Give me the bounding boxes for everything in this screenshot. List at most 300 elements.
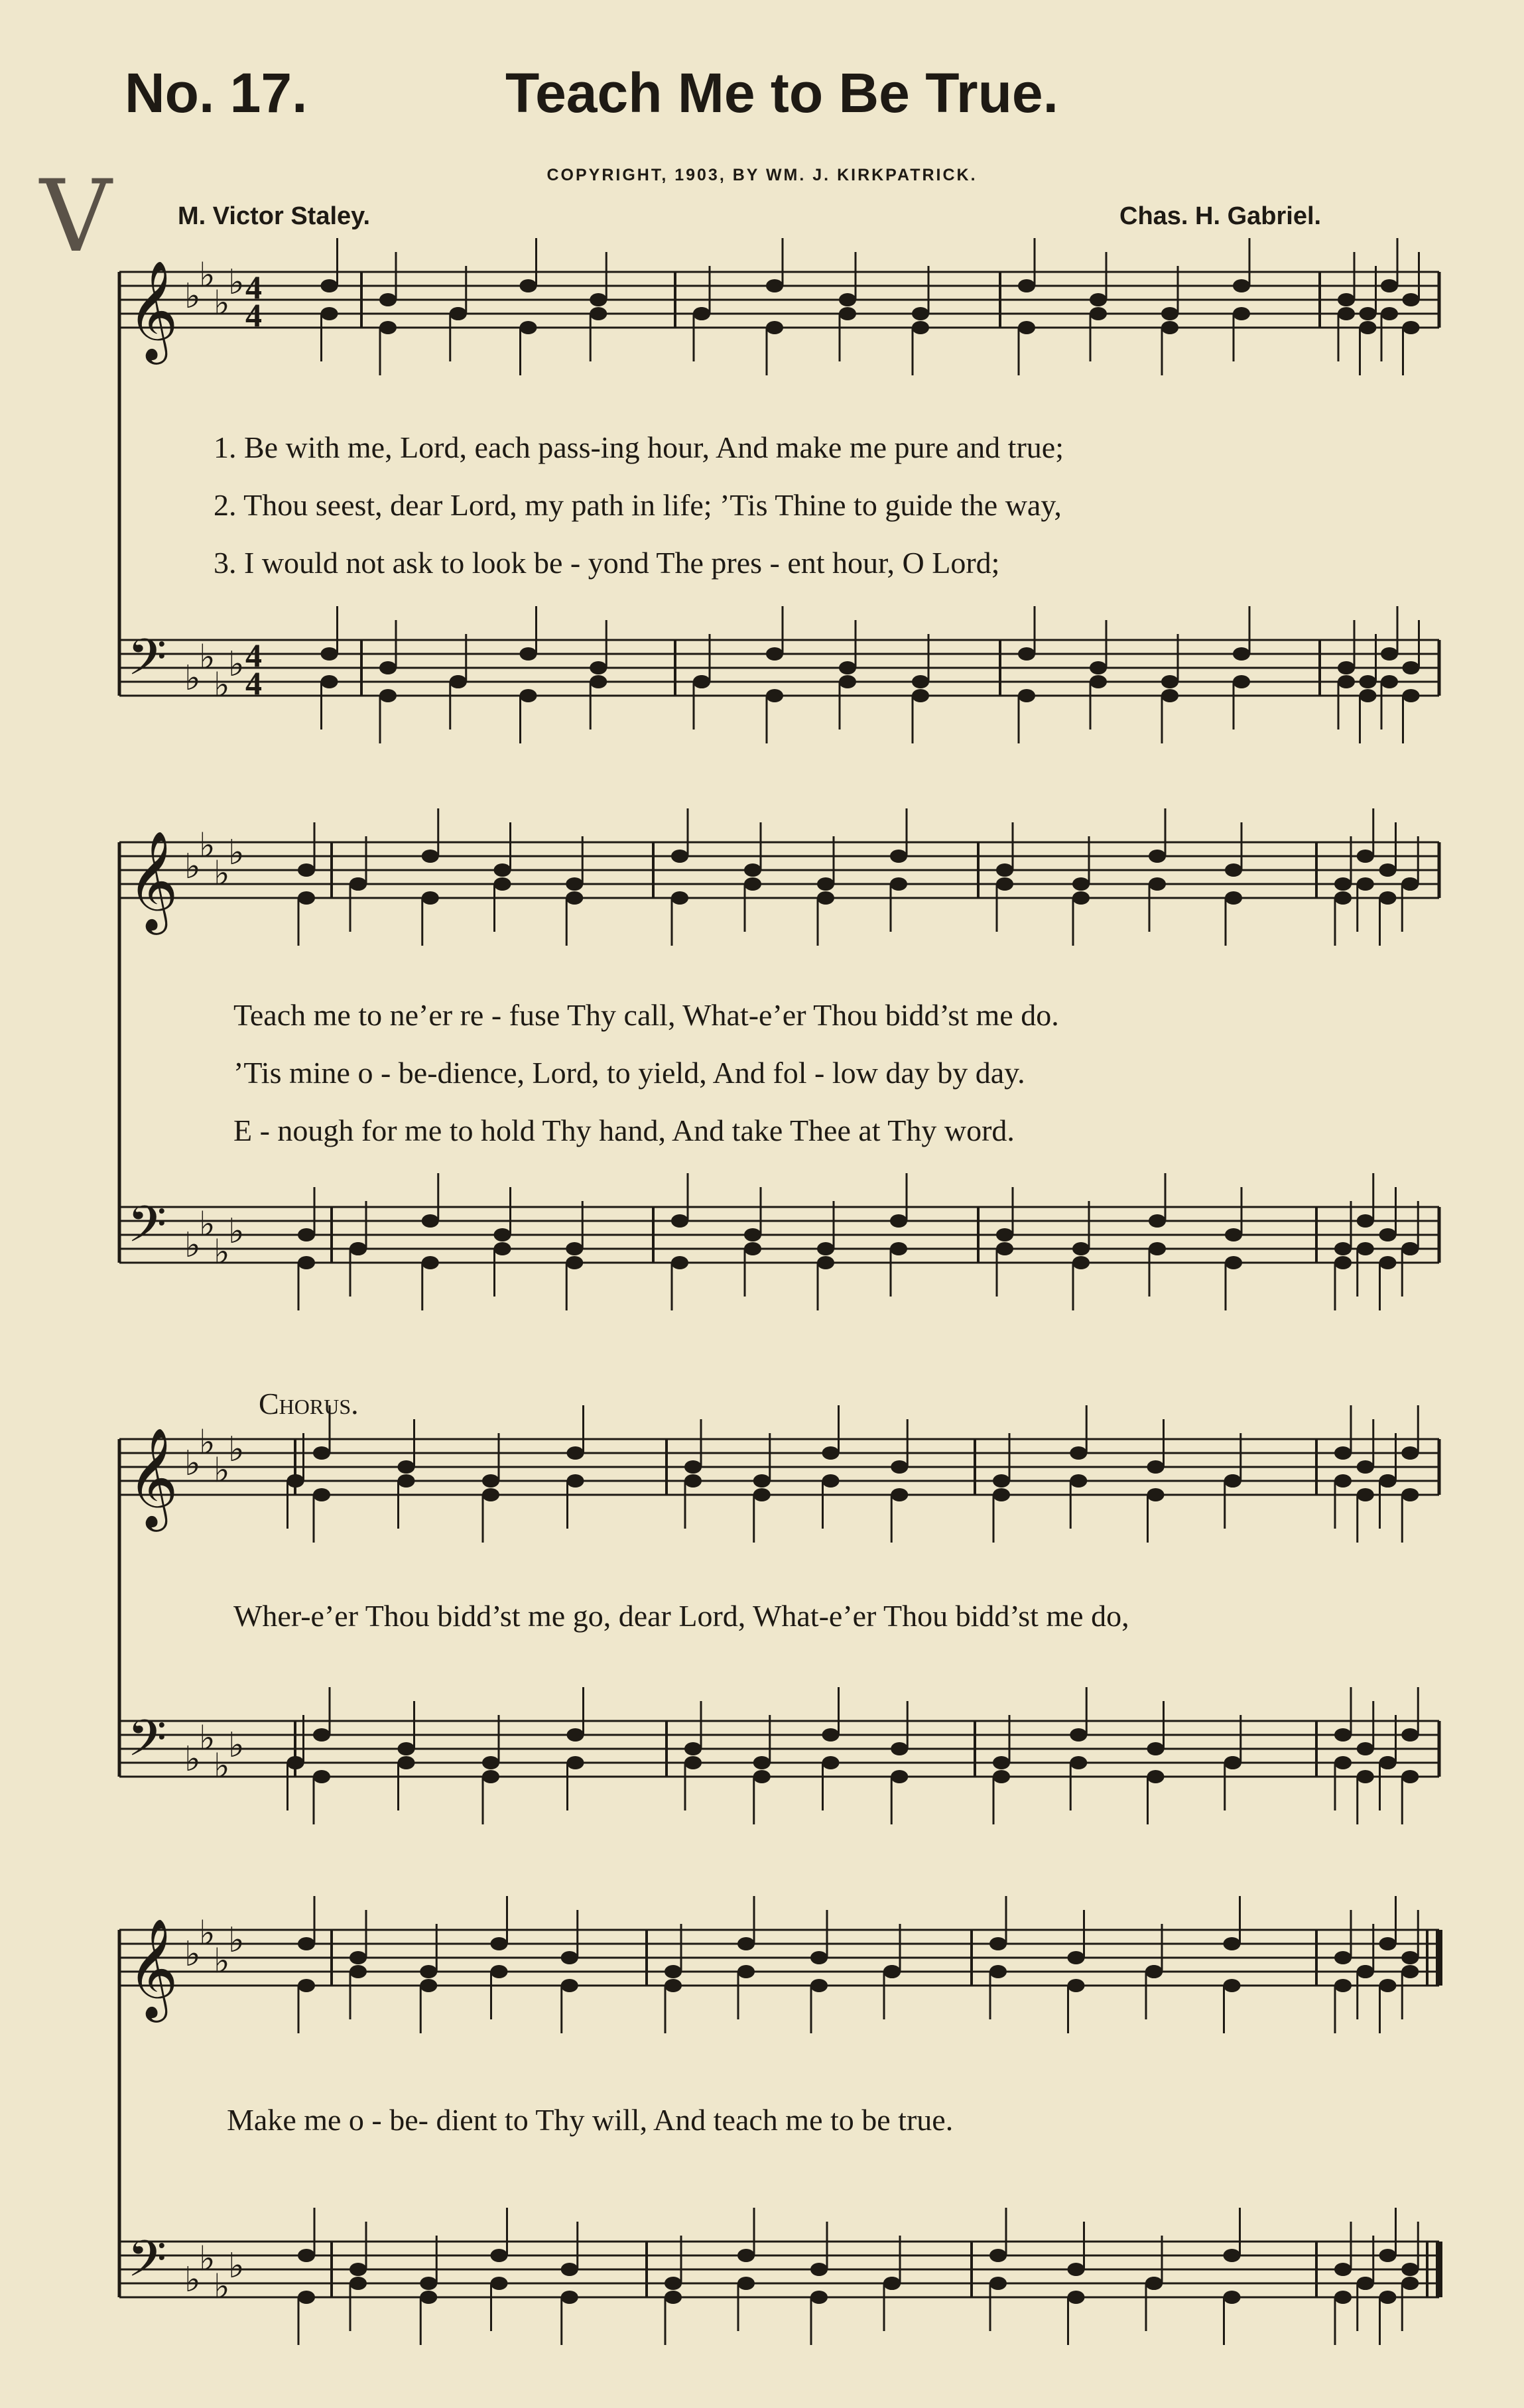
notehead xyxy=(567,1474,584,1488)
notehead xyxy=(810,2263,828,2276)
flat-sign-icon: ♭ xyxy=(199,1423,216,1463)
notehead xyxy=(1379,1756,1397,1769)
notehead xyxy=(1401,1951,1419,1964)
notehead xyxy=(1090,675,1107,688)
notehead xyxy=(313,1770,330,1783)
notehead xyxy=(1068,1951,1085,1964)
notehead xyxy=(1334,1242,1352,1255)
notehead xyxy=(1401,2277,1419,2290)
notehead xyxy=(321,647,338,661)
notehead xyxy=(1090,661,1107,674)
notehead xyxy=(287,1474,304,1488)
bass-clef-icon: 𝄢 xyxy=(127,1709,167,1780)
notehead xyxy=(422,1214,439,1228)
notehead xyxy=(753,1488,771,1501)
notehead xyxy=(766,321,783,334)
flat-sign-icon: ♭ xyxy=(214,665,230,706)
flat-sign-icon: ♭ xyxy=(214,1450,230,1491)
notehead xyxy=(989,1937,1007,1950)
notehead xyxy=(1334,2263,1352,2276)
notehead xyxy=(567,1446,584,1460)
notehead xyxy=(1334,1951,1352,1964)
verse-2-line: ’Tis mine o - be-dience, Lord, to yield, And fol - low day by day. xyxy=(233,1056,1025,1090)
notehead xyxy=(379,689,397,702)
notehead xyxy=(1334,1474,1352,1488)
notehead xyxy=(1360,689,1377,702)
flat-sign-icon: ♭ xyxy=(214,2267,230,2307)
time-signature-top: 4 xyxy=(245,269,262,306)
notehead xyxy=(1018,279,1035,292)
notehead xyxy=(420,1979,437,1992)
notehead xyxy=(1224,1756,1241,1769)
notehead xyxy=(1161,689,1178,702)
system-1-lyrics xyxy=(0,430,1524,580)
notehead xyxy=(1090,293,1107,306)
notehead xyxy=(349,1951,367,1964)
notehead xyxy=(1334,2291,1352,2304)
hymn-title: Teach Me to Be True. xyxy=(505,62,1058,124)
notehead xyxy=(398,1742,415,1755)
time-signature-top: 4 xyxy=(245,637,262,674)
flat-sign-icon: ♭ xyxy=(184,1444,201,1484)
flat-sign-icon: ♭ xyxy=(199,2239,216,2279)
notehead xyxy=(1224,2291,1241,2304)
notehead xyxy=(1224,1474,1241,1488)
notehead xyxy=(1233,307,1250,320)
notehead xyxy=(996,1242,1013,1255)
notehead xyxy=(1225,863,1242,877)
hymn-number: No. 17. xyxy=(125,62,308,124)
notehead xyxy=(1379,2249,1397,2262)
notehead xyxy=(287,1756,304,1769)
flat-sign-icon: ♭ xyxy=(184,847,201,887)
time-signature-bottom: 4 xyxy=(245,296,262,334)
notehead xyxy=(379,293,397,306)
notehead xyxy=(1379,1937,1397,1950)
verse-1-line: Teach me to ne’er re - fuse Thy call, What-e’er Thou bidd’st me do. xyxy=(233,998,1059,1032)
notehead xyxy=(993,1770,1010,1783)
notehead xyxy=(912,321,929,334)
notehead xyxy=(822,1474,840,1488)
notehead xyxy=(1401,877,1419,891)
notehead xyxy=(1334,1756,1352,1769)
flat-sign-icon: ♭ xyxy=(228,263,245,302)
notehead xyxy=(1072,877,1090,891)
notehead xyxy=(313,1728,330,1742)
verse-1-line: 1. Be with me, Lord, each pass-ing hour, And make me pure and true; xyxy=(214,430,1064,464)
notehead xyxy=(996,1228,1013,1241)
notehead xyxy=(1379,1228,1397,1241)
notehead xyxy=(494,877,511,891)
notehead xyxy=(693,675,710,688)
notehead xyxy=(737,2277,755,2290)
notehead xyxy=(1379,1256,1397,1269)
flat-sign-icon: ♭ xyxy=(199,637,216,678)
notehead xyxy=(298,1228,315,1241)
notehead xyxy=(1403,293,1420,306)
notehead xyxy=(590,293,607,306)
notehead xyxy=(1224,1937,1241,1950)
verse-3-line: E - nough for me to hold Thy hand, And take Thee at Thy word. xyxy=(233,1113,1015,1147)
notehead xyxy=(1070,1446,1087,1460)
notehead xyxy=(1357,850,1374,863)
notehead xyxy=(349,2277,367,2290)
system-4-lyrics xyxy=(0,2102,1524,2137)
notehead xyxy=(349,1242,367,1255)
notehead xyxy=(1072,891,1090,905)
flat-sign-icon: ♭ xyxy=(199,1204,216,1245)
notehead xyxy=(349,877,367,891)
notehead xyxy=(590,675,607,688)
notehead xyxy=(671,1256,688,1269)
notehead xyxy=(1381,647,1398,661)
notehead xyxy=(567,1756,584,1769)
notehead xyxy=(693,307,710,320)
notehead xyxy=(996,877,1013,891)
notehead xyxy=(422,850,439,863)
notehead xyxy=(1145,1965,1163,1978)
notehead xyxy=(398,1474,415,1488)
notehead xyxy=(1334,877,1352,891)
notehead xyxy=(379,321,397,334)
notehead xyxy=(1068,1979,1085,1992)
notehead xyxy=(1149,850,1166,863)
notehead xyxy=(766,647,783,661)
notehead xyxy=(298,2291,315,2304)
notehead xyxy=(494,863,511,877)
flat-sign-icon: ♭ xyxy=(184,2260,201,2300)
flat-sign-icon: ♭ xyxy=(184,277,201,316)
chorus-label: Chorus. xyxy=(259,1387,359,1421)
notehead xyxy=(810,1951,828,1964)
notehead xyxy=(1401,1965,1419,1978)
notehead xyxy=(1357,1742,1374,1755)
flat-sign-icon: ♭ xyxy=(228,1921,245,1960)
flat-sign-icon: ♭ xyxy=(214,283,230,324)
notehead xyxy=(298,2249,315,2262)
flat-sign-icon: ♭ xyxy=(228,2246,245,2286)
notehead xyxy=(1379,1474,1397,1488)
notehead xyxy=(737,1965,755,1978)
notehead xyxy=(989,1965,1007,1978)
notehead xyxy=(1338,661,1355,674)
notehead xyxy=(1161,321,1178,334)
notehead xyxy=(1018,321,1035,334)
flat-sign-icon: ♭ xyxy=(199,1913,216,1954)
notehead xyxy=(491,2249,508,2262)
notehead xyxy=(1147,1460,1165,1474)
lyricist-credit: M. Victor Staley. xyxy=(178,202,371,230)
notehead xyxy=(993,1488,1010,1501)
notehead xyxy=(321,675,338,688)
notehead xyxy=(349,1965,367,1978)
notehead xyxy=(1401,2263,1419,2276)
notehead xyxy=(321,307,338,320)
notehead xyxy=(1161,307,1178,320)
notehead xyxy=(349,2263,367,2276)
notehead xyxy=(1357,1214,1374,1228)
notehead xyxy=(313,1446,330,1460)
notehead xyxy=(1149,1242,1166,1255)
notehead xyxy=(1338,675,1355,688)
notehead xyxy=(313,1488,330,1501)
notehead xyxy=(817,891,834,905)
notehead xyxy=(379,661,397,674)
notehead xyxy=(744,877,761,891)
notehead xyxy=(1381,307,1398,320)
notehead xyxy=(737,1937,755,1950)
notehead xyxy=(566,877,583,891)
notehead xyxy=(839,307,856,320)
notehead xyxy=(1401,1728,1419,1742)
flat-sign-icon: ♭ xyxy=(199,826,216,866)
notehead xyxy=(1357,1488,1374,1501)
notehead xyxy=(398,1460,415,1474)
treble-clef-icon: 𝄞 xyxy=(127,259,178,360)
notehead xyxy=(1401,1488,1419,1501)
notehead xyxy=(1381,279,1398,292)
notehead xyxy=(420,2277,437,2290)
flat-sign-icon: ♭ xyxy=(228,833,245,873)
notehead xyxy=(491,1965,508,1978)
notehead xyxy=(561,1979,578,1992)
chorus-lyrics xyxy=(0,1598,1524,1633)
notehead xyxy=(1233,279,1250,292)
notehead xyxy=(1161,675,1178,688)
notehead xyxy=(1360,321,1377,334)
notehead xyxy=(1334,1728,1352,1742)
flat-sign-icon: ♭ xyxy=(228,645,245,684)
notehead xyxy=(912,307,929,320)
notehead xyxy=(671,850,688,863)
notehead xyxy=(1070,1756,1087,1769)
notehead xyxy=(1357,1242,1374,1255)
flat-sign-icon: ♭ xyxy=(184,1740,201,1779)
notehead xyxy=(1360,307,1377,320)
notehead xyxy=(839,661,856,674)
notehead xyxy=(482,1474,499,1488)
notehead xyxy=(420,2291,437,2304)
notehead xyxy=(989,2249,1007,2262)
notehead xyxy=(1357,877,1374,891)
notehead xyxy=(491,1937,508,1950)
handwritten-check-mark: V xyxy=(40,159,112,275)
notehead xyxy=(1334,1446,1352,1460)
notehead xyxy=(566,1256,583,1269)
notehead xyxy=(993,1756,1010,1769)
notehead xyxy=(1381,675,1398,688)
notehead xyxy=(1224,1979,1241,1992)
notehead xyxy=(1145,2277,1163,2290)
notehead xyxy=(891,1460,908,1474)
notehead xyxy=(1149,877,1166,891)
notehead xyxy=(398,1756,415,1769)
notehead xyxy=(883,1965,901,1978)
notehead xyxy=(891,1770,908,1783)
notehead xyxy=(890,1214,907,1228)
notehead xyxy=(422,891,439,905)
notehead xyxy=(912,689,929,702)
notehead xyxy=(1334,1979,1352,1992)
notehead xyxy=(989,2277,1007,2290)
notehead xyxy=(684,1460,702,1474)
notehead xyxy=(890,850,907,863)
notehead xyxy=(766,279,783,292)
notehead xyxy=(1357,1965,1374,1978)
notehead xyxy=(561,2291,578,2304)
notehead xyxy=(1403,661,1420,674)
notehead xyxy=(822,1756,840,1769)
notehead xyxy=(298,891,315,905)
flat-sign-icon: ♭ xyxy=(214,1941,230,1982)
notehead xyxy=(1147,1742,1165,1755)
notehead xyxy=(891,1488,908,1501)
notehead xyxy=(1225,1256,1242,1269)
treble-clef-icon: 𝄞 xyxy=(127,830,178,930)
composer-credit: Chas. H. Gabriel. xyxy=(1119,202,1322,230)
notehead xyxy=(1070,1474,1087,1488)
notehead xyxy=(482,1756,499,1769)
bass-clef-icon: 𝄢 xyxy=(127,2230,167,2301)
notehead xyxy=(1334,1256,1352,1269)
notehead xyxy=(753,1770,771,1783)
notehead xyxy=(744,1228,761,1241)
notehead xyxy=(883,2277,901,2290)
notehead xyxy=(520,689,537,702)
notehead xyxy=(1379,891,1397,905)
notehead xyxy=(684,1474,702,1488)
notehead xyxy=(665,2291,682,2304)
notehead xyxy=(817,1256,834,1269)
notehead xyxy=(450,307,467,320)
flat-sign-icon: ♭ xyxy=(228,1212,245,1251)
system-2-lyrics xyxy=(0,997,1524,1148)
flat-sign-icon: ♭ xyxy=(184,659,201,698)
notehead xyxy=(298,1979,315,1992)
notehead xyxy=(567,1728,584,1742)
notehead xyxy=(810,2291,828,2304)
notehead xyxy=(1403,689,1420,702)
notehead xyxy=(822,1446,840,1460)
notehead xyxy=(1072,1256,1090,1269)
notehead xyxy=(298,863,315,877)
final-line: Make me o - be- dient to Thy will, And teach me to be true. xyxy=(227,2103,954,2137)
verse-3-line: 3. I would not ask to look be - yond The pres - ent hour, O Lord; xyxy=(214,546,1000,580)
notehead xyxy=(817,877,834,891)
notehead xyxy=(566,1242,583,1255)
notehead xyxy=(684,1756,702,1769)
verse-2-line: 2. Thou seest, dear Lord, my path in life; ’Tis Thine to guide the way, xyxy=(214,488,1062,522)
bass-clef-icon: 𝄢 xyxy=(127,1195,167,1266)
notehead xyxy=(298,1256,315,1269)
notehead xyxy=(1090,307,1107,320)
notehead xyxy=(753,1474,771,1488)
notehead xyxy=(890,877,907,891)
notehead xyxy=(1401,1770,1419,1783)
notehead xyxy=(665,1979,682,1992)
notehead xyxy=(1072,1242,1090,1255)
notehead xyxy=(737,2249,755,2262)
copyright-notice: COPYRIGHT, 1903, BY WM. J. KIRKPATRICK. xyxy=(546,166,978,184)
notehead xyxy=(1070,1728,1087,1742)
notehead xyxy=(744,1242,761,1255)
notehead xyxy=(753,1756,771,1769)
notehead xyxy=(1338,307,1355,320)
notehead xyxy=(1379,2291,1397,2304)
treble-clef-icon: 𝄞 xyxy=(127,1426,178,1527)
notehead xyxy=(1068,2263,1085,2276)
notehead xyxy=(1379,863,1397,877)
notehead xyxy=(1224,2249,1241,2262)
notehead xyxy=(1334,891,1352,905)
flat-sign-icon: ♭ xyxy=(228,1430,245,1470)
notehead xyxy=(1233,675,1250,688)
notehead xyxy=(1360,675,1377,688)
notehead xyxy=(298,1937,315,1950)
notehead xyxy=(450,675,467,688)
bass-clef-icon: 𝄢 xyxy=(127,628,167,699)
notehead xyxy=(1225,891,1242,905)
notehead xyxy=(1401,1446,1419,1460)
notehead xyxy=(839,675,856,688)
notehead xyxy=(566,891,583,905)
notehead xyxy=(665,2277,682,2290)
notehead xyxy=(671,1214,688,1228)
notehead xyxy=(494,1228,511,1241)
notehead xyxy=(1357,2277,1374,2290)
notehead xyxy=(810,1979,828,1992)
notehead xyxy=(1149,1214,1166,1228)
chorus-line: Wher-e’er Thou bidd’st me go, dear Lord, What-e’er Thou bidd’st me do, xyxy=(233,1599,1129,1633)
notehead xyxy=(1147,1488,1165,1501)
notehead xyxy=(420,1965,437,1978)
notehead xyxy=(1357,1460,1374,1474)
treble-clef-icon: 𝄞 xyxy=(127,1917,178,2018)
notehead xyxy=(482,1488,499,1501)
notehead xyxy=(1147,1770,1165,1783)
notehead xyxy=(590,661,607,674)
notehead xyxy=(912,675,929,688)
notehead xyxy=(520,647,537,661)
flat-sign-icon: ♭ xyxy=(214,1746,230,1787)
notehead xyxy=(1068,2291,1085,2304)
notehead xyxy=(1338,293,1355,306)
time-signature-bottom: 4 xyxy=(245,665,262,702)
notehead xyxy=(817,1242,834,1255)
flat-sign-icon: ♭ xyxy=(199,255,216,296)
notehead xyxy=(744,863,761,877)
notehead xyxy=(1357,1770,1374,1783)
flat-sign-icon: ♭ xyxy=(184,1934,201,1974)
notehead xyxy=(1403,321,1420,334)
flat-sign-icon: ♭ xyxy=(214,854,230,894)
notehead xyxy=(321,279,338,292)
notehead xyxy=(561,2263,578,2276)
notehead xyxy=(766,689,783,702)
notehead xyxy=(890,1242,907,1255)
notehead xyxy=(494,1242,511,1255)
notehead xyxy=(996,863,1013,877)
notehead xyxy=(839,293,856,306)
notehead xyxy=(993,1474,1010,1488)
notehead xyxy=(1225,1228,1242,1241)
notehead xyxy=(1401,1242,1419,1255)
notehead xyxy=(665,1965,682,1978)
notehead xyxy=(1379,1979,1397,1992)
flat-sign-icon: ♭ xyxy=(199,1718,216,1759)
flat-sign-icon: ♭ xyxy=(184,1226,201,1265)
notehead xyxy=(422,1256,439,1269)
